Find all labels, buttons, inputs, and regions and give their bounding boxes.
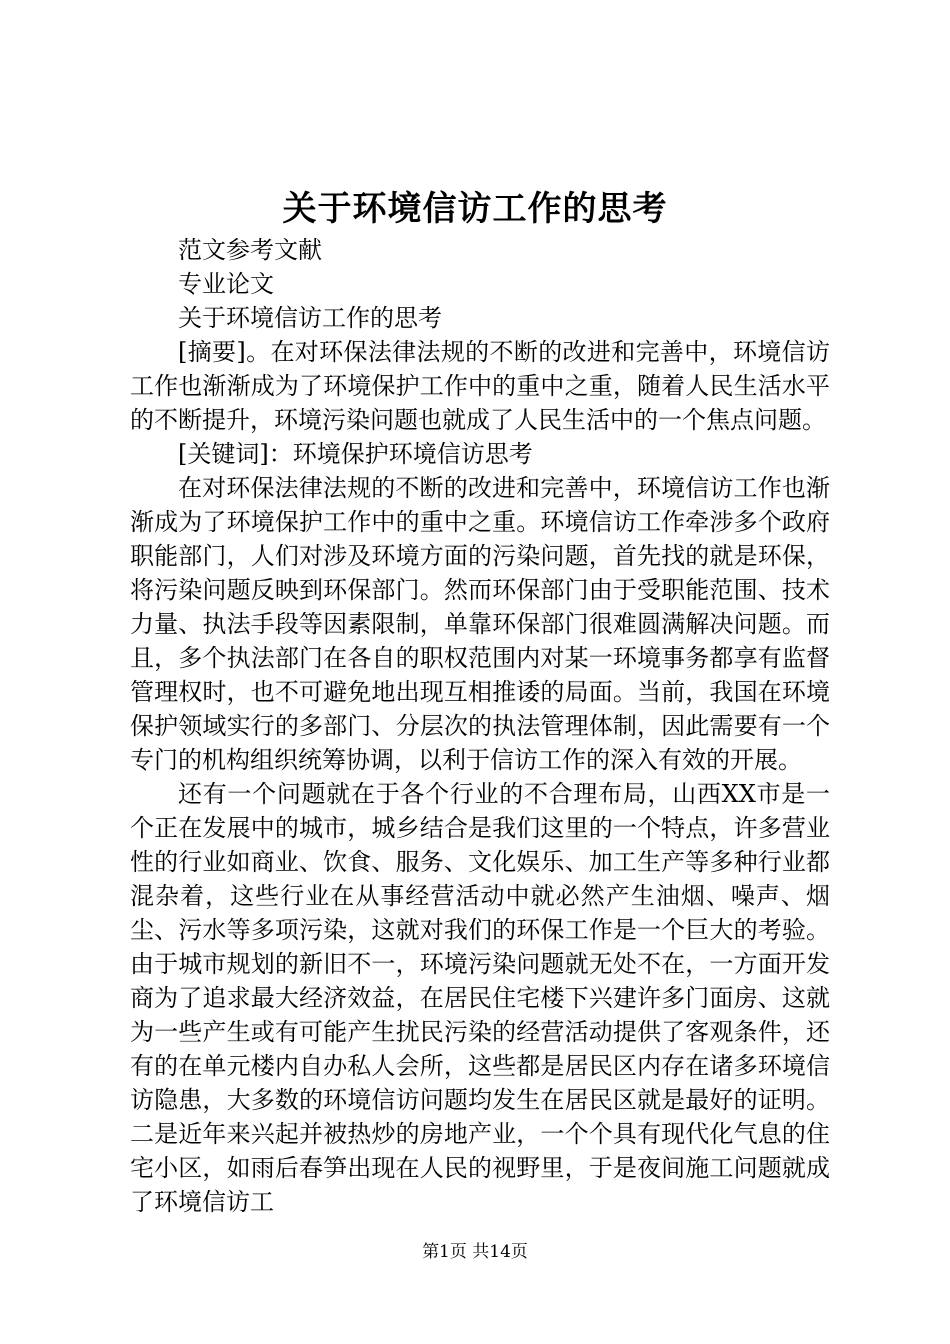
paragraph-abstract: [摘要]。在对环保法律法规的不断的改进和完善中，环境信访工作也渐渐成为了环境保护工作中的重中之重，随着人民生活水平的不断提升，环境污染问题也就成了人民生活中的一个焦点问题。 [130,338,830,434]
paragraph-keywords: [关键词]：环境保护环境信访思考 [178,440,533,468]
document-body [130,233,830,1219]
document-title: 关于环境信访工作的思考 [282,189,668,229]
page-number-footer: 第1页 共14页 [422,1242,528,1262]
paragraph-body-2: 还有一个问题就在于各个行业的不合理布局，山西XX市是一个正在发展中的城市，城乡结合是我们这里的一个特点，许多营业性的行业如商业、饮食、服务、文化娱乐、加工生产等多种行业都混杂着，这些行业在从事经营活动中就必然产生油烟、噪声、烟尘、污水等多项污染，这就对我们的环保工作是一个巨大的考验。由于城市规划的新旧不一，环境污染问题就无处不在，一方面开发商为了追求最大经济效益，在居民住宅楼下兴建许多门面房、这就为一些产生或有可能产生扰民污染的经营活动提供了客观条件，还有的在单元楼内自办私人会所，这些都是居民区内存在诸多环境信访隐患，大多数的环境信访问题均发生在居民区就是最好的证明。二是近年来兴起并被热炒的房地产业，一个个具有现代化气息的住宅小区，如雨后春笋出现在人民的视野里，于是夜间施工问题就成了环境信访工 [130,780,830,1216]
paragraph-body-1: 在对环保法律法规的不断的改进和完善中，环境信访工作也渐渐成为了环境保护工作中的重中之重。环境信访工作牵涉多个政府职能部门，人们对涉及环境方面的污染问题，首先找的就是环保，将污染问题反映到环保部门。然而环保部门由于受职能范围、技术力量、执法手段等因素限制，单靠环保部门很难圆满解决问题。而且，多个执法部门在各自的职权范围内对某一环境事务都享有监督管理权时，也不可避免地出现互相推诿的局面。当前，我国在环境保护领域实行的多部门、分层次的执法管理体制，因此需要有一个专门的机构组织统筹协调，以利于信访工作的深入有效的开展。 [130,474,830,774]
paragraph-subtitle: 关于环境信访工作的思考 [178,304,442,332]
paragraph-category-label: 专业论文 [178,270,274,298]
paragraph-reference-label: 范文参考文献 [178,236,322,264]
